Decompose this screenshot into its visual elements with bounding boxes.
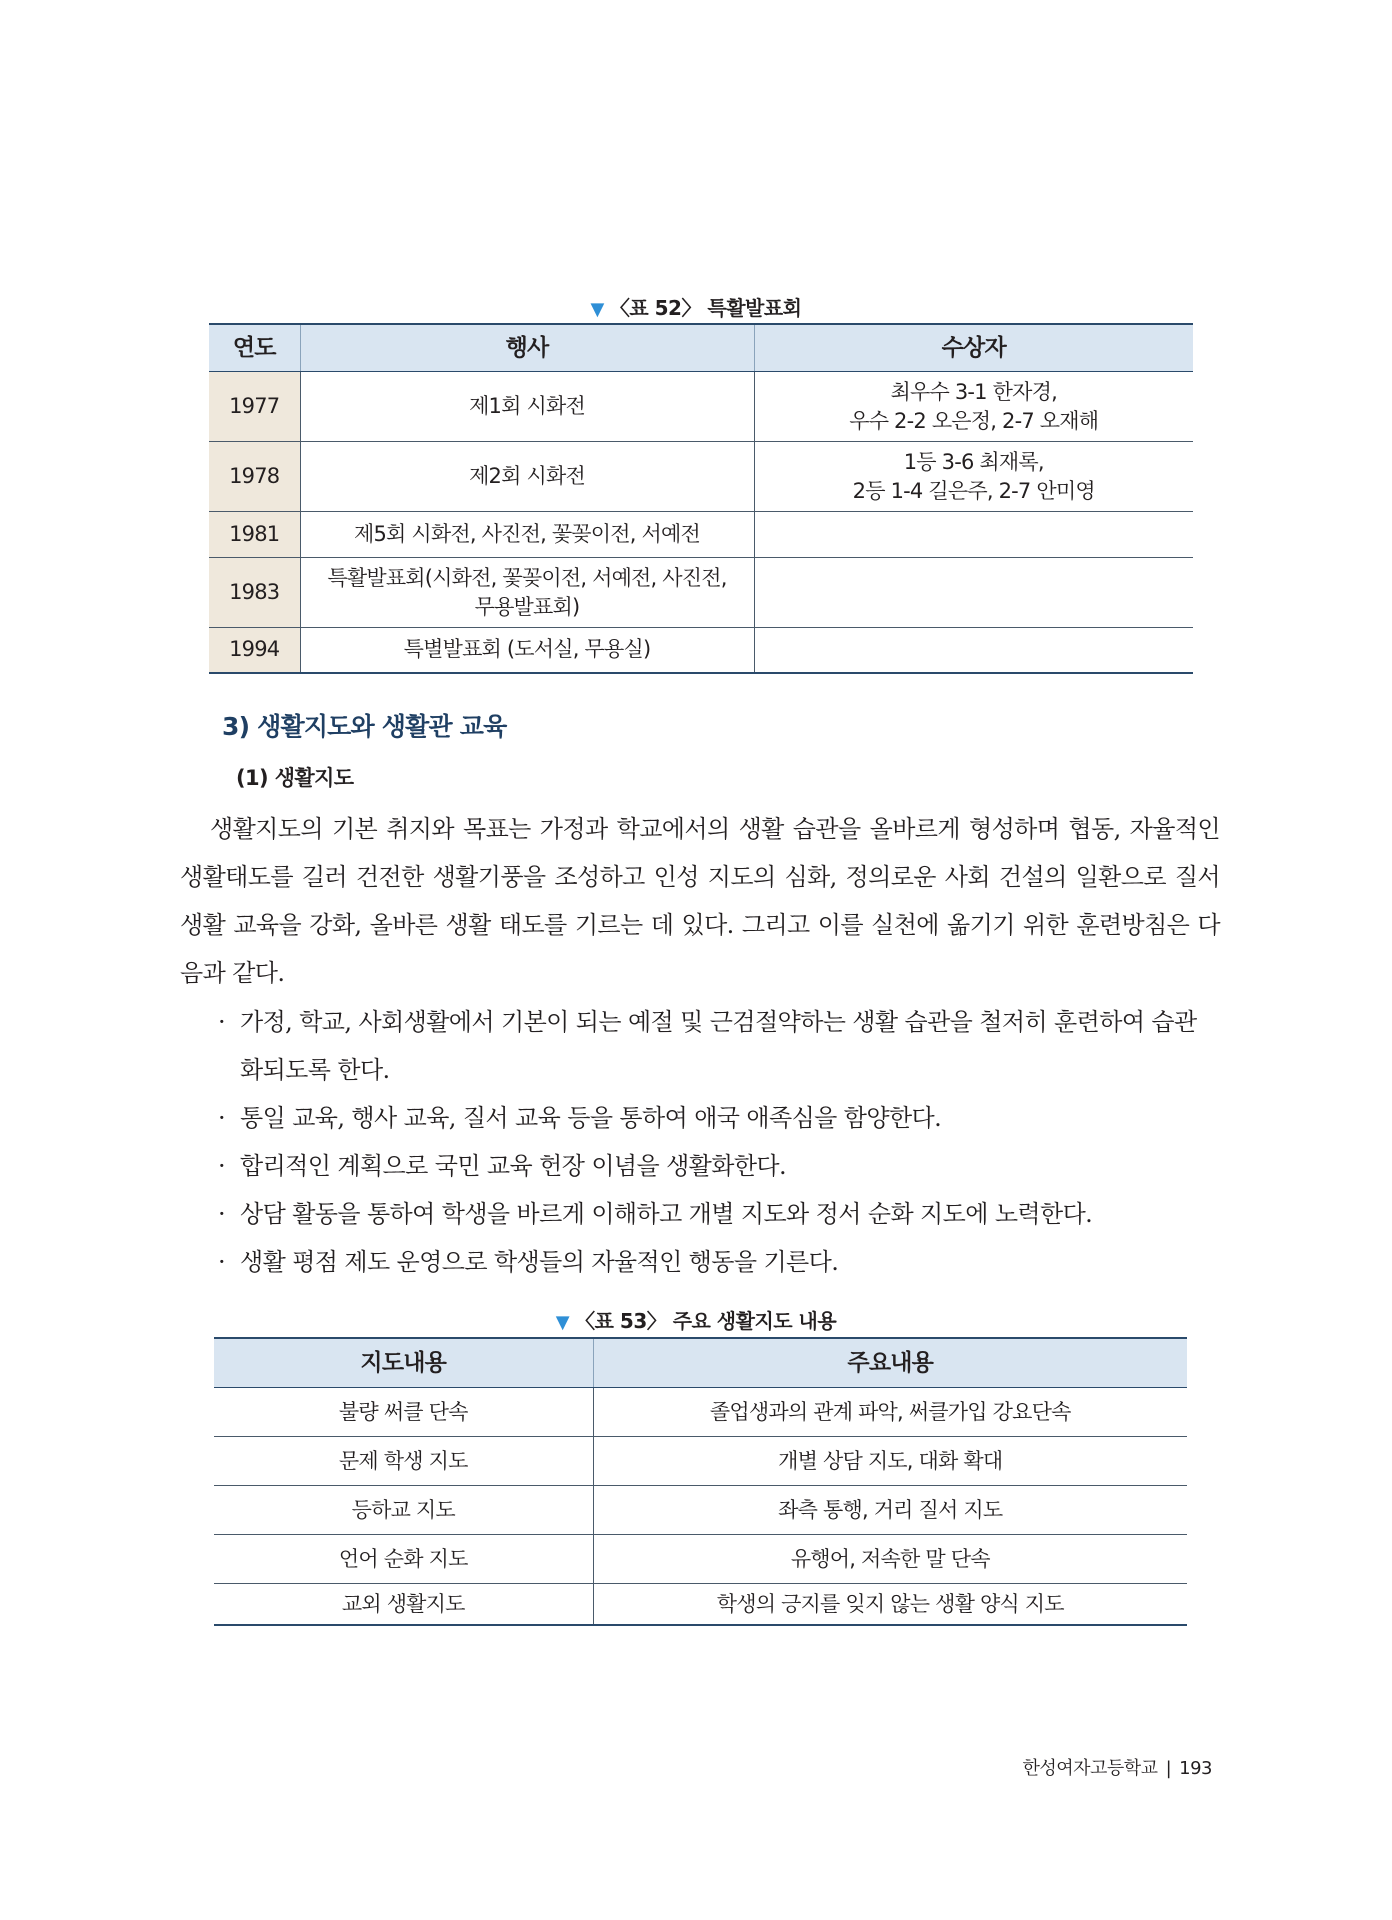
winner-line: 2등 1-4 길은주, 2-7 안미영 [852, 478, 1095, 503]
winner-cell [754, 512, 1193, 558]
event-cell: 제5회 시화전, 사진전, 꽃꽂이전, 서예전 [300, 512, 754, 558]
footer-school-name: 한성여자고등학교 [1022, 1758, 1158, 1779]
year-cell: 1983 [209, 558, 300, 628]
event-cell: 제1회 시화전 [300, 372, 754, 442]
table-52-caption-text: 〈표 52〉 특활발표회 [609, 296, 802, 320]
year-cell: 1981 [209, 512, 300, 558]
bullet-dot: · [218, 1104, 226, 1132]
table-52 [209, 323, 1193, 674]
column-header-event: 행사 [300, 324, 754, 372]
event-line: 특활발표회(시화전, 꽃꽂이전, 서예전, 사진전, [327, 565, 727, 590]
table-row [209, 372, 1193, 442]
list-item [218, 998, 1218, 1094]
bullet-dot: · [218, 1008, 226, 1036]
winner-cell [754, 628, 1193, 673]
guidance-cell: 언어 순화 지도 [214, 1535, 593, 1584]
table-row [214, 1535, 1187, 1584]
table-row [214, 1486, 1187, 1535]
event-cell: 제2회 시화전 [300, 442, 754, 512]
content-cell: 좌측 통행, 거리 질서 지도 [593, 1486, 1187, 1535]
content-cell: 유행어, 저속한 말 단속 [593, 1535, 1187, 1584]
body-paragraph: 생활지도의 기본 취지와 목표는 가정과 학교에서의 생활 습관을 올바르게 형성하며 협동, 자율적인 생활태도를 길러 건전한 생활기풍을 조성하고 인성 지도의 심화, 정의로운 사회 건설의 일환으로 질서 생활 교육을 강화, 올바른 생활 태도를 기르는 데 있다. 그리고 이를 실천에 옮기기 위한 훈련방침은 다음과 같다. [180, 815, 1220, 987]
event-cell: 특별발표회 (도서실, 무용실) [300, 628, 754, 673]
table-header-row [214, 1338, 1187, 1388]
winner-line: 우수 2-2 오은정, 2-7 오재해 [849, 408, 1099, 433]
content-cell: 학생의 긍지를 잊지 않는 생활 양식 지도 [716, 1591, 1064, 1616]
winner-line: 1등 3-6 최재록, [903, 449, 1044, 474]
table-row [209, 628, 1193, 673]
footer-separator: | [1165, 1758, 1172, 1779]
table-row [214, 1388, 1187, 1437]
table-row [214, 1584, 1187, 1626]
guidance-cell: 교외 생활지도 [214, 1584, 593, 1626]
list-item-text: 상담 활동을 통하여 학생을 바르게 이해하고 개별 지도와 정서 순화 지도에 노력한다. [240, 1200, 1093, 1228]
event-cell [300, 558, 754, 628]
winner-cell [754, 442, 1193, 512]
content-cell: 졸업생과의 관계 파악, 써클가입 강요단속 [593, 1388, 1187, 1437]
list-item-text: 생활 평점 제도 운영으로 학생들의 자율적인 행동을 기른다. [240, 1248, 839, 1276]
bullet-dot: · [218, 1248, 226, 1276]
column-header-year: 연도 [209, 324, 300, 372]
column-header-content: 주요내용 [593, 1338, 1187, 1388]
page-footer [1022, 1754, 1212, 1780]
table-header-row [209, 324, 1193, 372]
table-row [209, 442, 1193, 512]
section-heading: 3) 생활지도와 생활관 교육 [222, 712, 507, 741]
year-cell: 1977 [209, 372, 300, 442]
table-row [214, 1437, 1187, 1486]
bullet-dot: · [218, 1152, 226, 1180]
guidance-cell: 불량 써클 단속 [214, 1388, 593, 1437]
list-item-text: 합리적인 계획으로 국민 교육 헌장 이념을 생활화한다. [240, 1152, 787, 1180]
list-item [218, 1238, 1218, 1286]
year-cell: 1994 [209, 628, 300, 673]
triangle-down-icon: ▼ [590, 299, 604, 320]
section-subheading: (1) 생활지도 [236, 766, 354, 790]
table-53-caption [0, 1305, 1392, 1334]
content-cell: 개별 상담 지도, 대화 확대 [593, 1437, 1187, 1486]
bullet-dot: · [218, 1200, 226, 1228]
column-header-guidance: 지도내용 [214, 1338, 593, 1388]
guidance-cell: 등하교 지도 [214, 1486, 593, 1535]
page-number: 193 [1179, 1758, 1212, 1779]
list-item [218, 1094, 1218, 1142]
table-row [209, 512, 1193, 558]
list-item-text: 통일 교육, 행사 교육, 질서 교육 등을 통하여 애국 애족심을 함양한다. [240, 1104, 942, 1132]
table-53-caption-text: 〈표 53〉 주요 생활지도 내용 [575, 1309, 837, 1333]
year-cell: 1978 [209, 442, 300, 512]
column-header-winner: 수상자 [754, 324, 1193, 372]
winner-cell [754, 372, 1193, 442]
list-item [218, 1142, 1218, 1190]
table-52-caption [0, 292, 1392, 321]
list-item-text: 가정, 학교, 사회생활에서 기본이 되는 예절 및 근검절약하는 생활 습관을 철저히 훈련하여 습관화되도록 한다. [240, 1008, 1197, 1084]
triangle-down-icon: ▼ [555, 1312, 570, 1333]
table-53 [214, 1337, 1187, 1626]
list-item [218, 1190, 1218, 1238]
event-line: 무용발표회) [474, 594, 580, 619]
winner-cell [754, 558, 1193, 628]
winner-line: 최우수 3-1 한자경, [890, 379, 1057, 404]
table-row [209, 558, 1193, 628]
guidance-cell: 문제 학생 지도 [214, 1437, 593, 1486]
bullet-list [218, 998, 1218, 1286]
